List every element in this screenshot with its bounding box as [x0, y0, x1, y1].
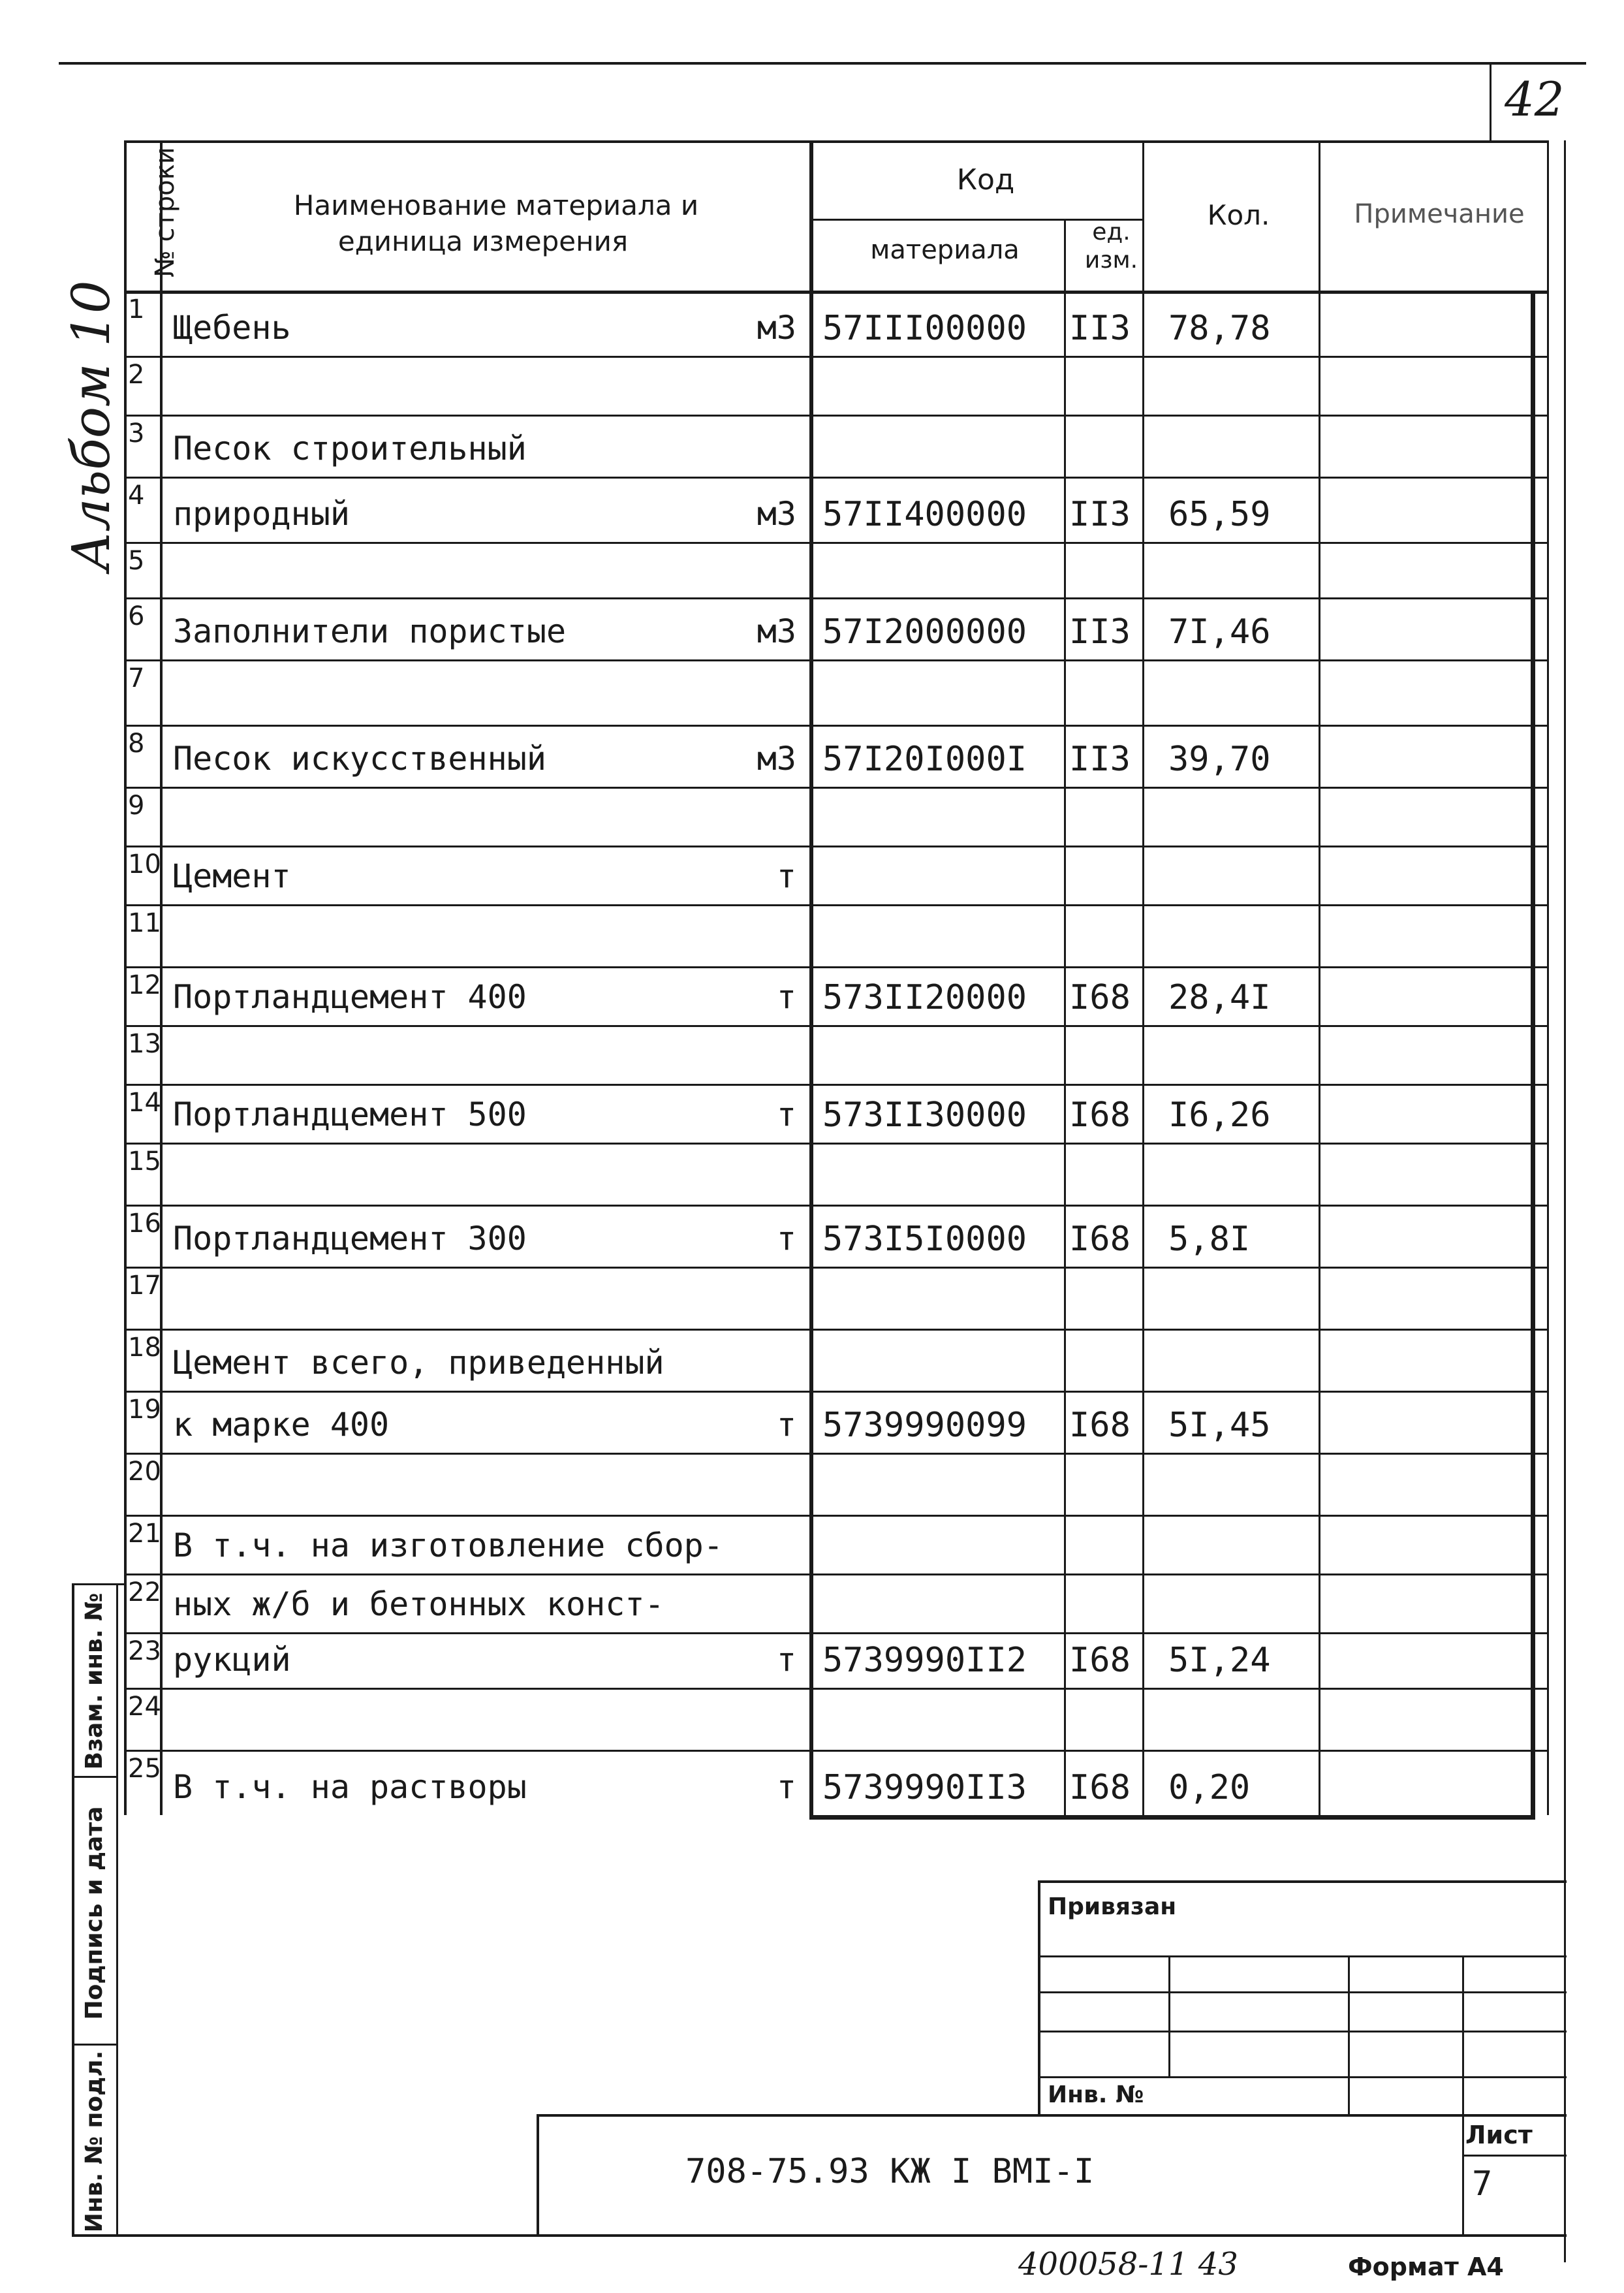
row-number: 24: [128, 1692, 161, 1722]
unit-of-measure: м3: [757, 740, 796, 778]
tb-list-value: 7: [1472, 2164, 1493, 2204]
unit-of-measure: т: [776, 857, 796, 895]
header-material: материала: [870, 235, 1020, 265]
material-name: Портландцемент 400: [173, 978, 527, 1016]
row-number: 15: [128, 1146, 161, 1177]
table-right-line: [1547, 140, 1549, 1815]
material-code: 57I2000000: [822, 612, 1027, 652]
material-code: 57I20I000I: [822, 740, 1027, 779]
unit-code: II3: [1069, 612, 1131, 652]
row-number: 2: [128, 360, 145, 390]
note-cell: [1322, 1391, 1531, 1453]
row-number: 17: [128, 1271, 161, 1301]
unit-of-measure: м3: [757, 309, 796, 347]
unit-code: I68: [1069, 1096, 1131, 1135]
note-cell: [1322, 1329, 1531, 1391]
header-unit-line1: ед.: [1092, 219, 1131, 245]
material-name: Цемент: [173, 857, 291, 895]
row-number: 20: [128, 1457, 161, 1487]
row-number: 5: [128, 546, 145, 576]
note-cell: [1322, 1267, 1531, 1329]
stamp-inner-line: [116, 1583, 118, 2236]
tb-line-1: [1038, 1955, 1567, 1957]
tb-main-top: [537, 2114, 1567, 2117]
material-name: ных ж/б и бетонных конст-: [173, 1585, 664, 1623]
quantity: 5I,45: [1168, 1406, 1271, 1445]
unit-of-measure: т: [776, 1406, 796, 1444]
unit-code: I68: [1069, 978, 1131, 1017]
row-number: 11: [128, 908, 161, 938]
note-cell: [1322, 1515, 1531, 1573]
quantity: I6,26: [1168, 1096, 1271, 1135]
header-qty: Кол.: [1207, 199, 1270, 231]
unit-of-measure: м3: [757, 612, 796, 650]
row-number: 21: [128, 1519, 161, 1549]
tb-privyazan-label: Привязан: [1048, 1893, 1177, 1920]
stamp-divider-1: [72, 1776, 117, 1778]
row-number: 16: [128, 1209, 161, 1239]
quantity: 7I,46: [1168, 612, 1271, 652]
note-cell: [1322, 659, 1531, 725]
tb-privyazan-top: [1038, 1880, 1567, 1883]
material-code: 5739990099: [822, 1406, 1027, 1445]
stamp-divider-2: [72, 2044, 117, 2046]
row-number: 14: [128, 1088, 161, 1118]
material-name: Песок искусственный: [173, 740, 546, 778]
quantity: 5,8I: [1168, 1220, 1251, 1259]
tb-list-divider: [1462, 2155, 1567, 2157]
unit-code: I68: [1069, 1220, 1131, 1259]
row-number: 13: [128, 1029, 161, 1059]
quantity: 78,78: [1168, 309, 1271, 348]
unit-code: II3: [1069, 309, 1131, 348]
note-cell: [1322, 415, 1531, 477]
table-top-line: [124, 140, 1547, 143]
row-number: 6: [128, 601, 145, 631]
tb-vline-1: [1168, 1955, 1170, 2076]
material-name: Щебень: [173, 309, 291, 347]
material-code: 573I5I0000: [822, 1220, 1027, 1259]
row-number: 9: [128, 791, 145, 821]
header-unit-line2: изм.: [1084, 247, 1138, 274]
material-code: 5739990II3: [822, 1768, 1027, 1807]
header-name-line1: Наименование материала и: [293, 189, 699, 221]
row-number: 25: [128, 1754, 161, 1784]
material-code: 5739990II2: [822, 1641, 1027, 1680]
unit-of-measure: т: [776, 1096, 796, 1133]
note-cell: [1322, 1084, 1531, 1143]
material-name: к марке 400: [173, 1406, 390, 1444]
page-number: 42: [1505, 72, 1565, 127]
table-bottom-line: [809, 1815, 1535, 1820]
row-number: 8: [128, 729, 145, 759]
unit-code: II3: [1069, 495, 1131, 534]
tb-vline-2: [1348, 1955, 1350, 2115]
note-cell: [1322, 1205, 1531, 1267]
tb-line-2: [1038, 1991, 1567, 1993]
note-cell: [1322, 1025, 1531, 1084]
note-cell: [1322, 966, 1531, 1025]
note-cell: [1322, 356, 1531, 415]
album-label: Альбом 10: [61, 280, 121, 571]
note-cell: [1322, 1688, 1531, 1750]
stamp-inv-podl: Инв. № подл.: [81, 2050, 108, 2233]
row-number: 3: [128, 419, 145, 449]
tb-list-label: Лист: [1465, 2121, 1533, 2149]
note-cell: [1322, 725, 1531, 787]
material-name: Портландцемент 300: [173, 1220, 527, 1257]
stamp-podpis-data: Подпись и дата: [81, 1806, 108, 2020]
row-number: 4: [128, 481, 145, 511]
note-cell: [1322, 1632, 1531, 1688]
row-number: 1: [128, 294, 145, 324]
quantity: 65,59: [1168, 495, 1271, 534]
row-number: 18: [128, 1333, 161, 1363]
note-cell: [1322, 1573, 1531, 1632]
unit-of-measure: т: [776, 1768, 796, 1806]
note-cell: [1322, 597, 1531, 659]
note-cell: [1322, 1750, 1531, 1815]
stamp-bottom-line: [72, 2234, 1567, 2237]
table-bold-right-line: [1531, 291, 1535, 1819]
tb-vline-3: [1462, 1955, 1464, 2236]
material-name: Цемент всего, приведенный: [173, 1344, 664, 1382]
unit-of-measure: т: [776, 1220, 796, 1257]
material-name: Песок строительный: [173, 430, 527, 467]
header-code: Код: [956, 163, 1015, 197]
stamp-top-line: [72, 1583, 124, 1585]
unit-of-measure: м3: [757, 495, 796, 533]
tb-inv-no-label: Инв. №: [1048, 2081, 1144, 2108]
quantity: 39,70: [1168, 740, 1271, 779]
tb-main-left: [537, 2114, 539, 2237]
table-left-line: [124, 140, 127, 1815]
material-code: 57II400000: [822, 495, 1027, 534]
note-cell: [1322, 1143, 1531, 1205]
unit-code: I68: [1069, 1641, 1131, 1680]
note-cell: [1322, 846, 1531, 904]
unit-code: II3: [1069, 740, 1131, 779]
note-cell: [1322, 1453, 1531, 1515]
row-number: 22: [128, 1577, 161, 1607]
tb-privyazan-left: [1038, 1880, 1040, 2115]
unit-of-measure: т: [776, 978, 796, 1016]
material-code: 573II30000: [822, 1096, 1027, 1135]
header-row-no: № строки: [150, 147, 180, 277]
material-name: В т.ч. на изготовление сбор-: [173, 1526, 723, 1564]
row-number: 23: [128, 1636, 161, 1666]
note-cell: [1322, 477, 1531, 542]
tb-line-4: [1038, 2076, 1567, 2078]
tb-line-3: [1038, 2031, 1567, 2032]
row-number: 7: [128, 663, 145, 693]
row-number: 12: [128, 970, 161, 1000]
tb-designation: 708-75.93 КЖ I ВМI-I: [685, 2152, 1095, 2191]
unit-of-measure: т: [776, 1641, 796, 1679]
material-name: природный: [173, 495, 350, 533]
row-number: 10: [128, 849, 161, 879]
note-cell: [1322, 787, 1531, 846]
stamp-outer-left: [72, 1583, 74, 2236]
unit-code: I68: [1069, 1768, 1131, 1807]
footer-handwritten-code: 400058-11 43: [1018, 2246, 1238, 2283]
quantity: 28,4I: [1168, 978, 1271, 1017]
material-name: В т.ч. на растворы: [173, 1768, 527, 1806]
footer-format: Формат А4: [1348, 2253, 1504, 2281]
note-cell: [1322, 904, 1531, 966]
note-cell: [1322, 542, 1531, 597]
quantity: 5I,24: [1168, 1641, 1271, 1680]
stamp-vzam-inv: Взам. инв. №: [81, 1592, 108, 1770]
unit-code: I68: [1069, 1406, 1131, 1445]
material-code: 57III00000: [822, 309, 1027, 348]
material-code: 573II20000: [822, 978, 1027, 1017]
row-number: 19: [128, 1395, 161, 1425]
table-col-name-line: [809, 140, 813, 1819]
material-name: Портландцемент 500: [173, 1096, 527, 1133]
header-note: Примечание: [1354, 199, 1525, 229]
material-name: Заполнители пористые: [173, 612, 567, 650]
header-name-line2: единица измерения: [337, 225, 629, 257]
material-name: рукций: [173, 1641, 291, 1679]
quantity: 0,20: [1168, 1768, 1251, 1807]
note-cell: [1322, 291, 1531, 356]
